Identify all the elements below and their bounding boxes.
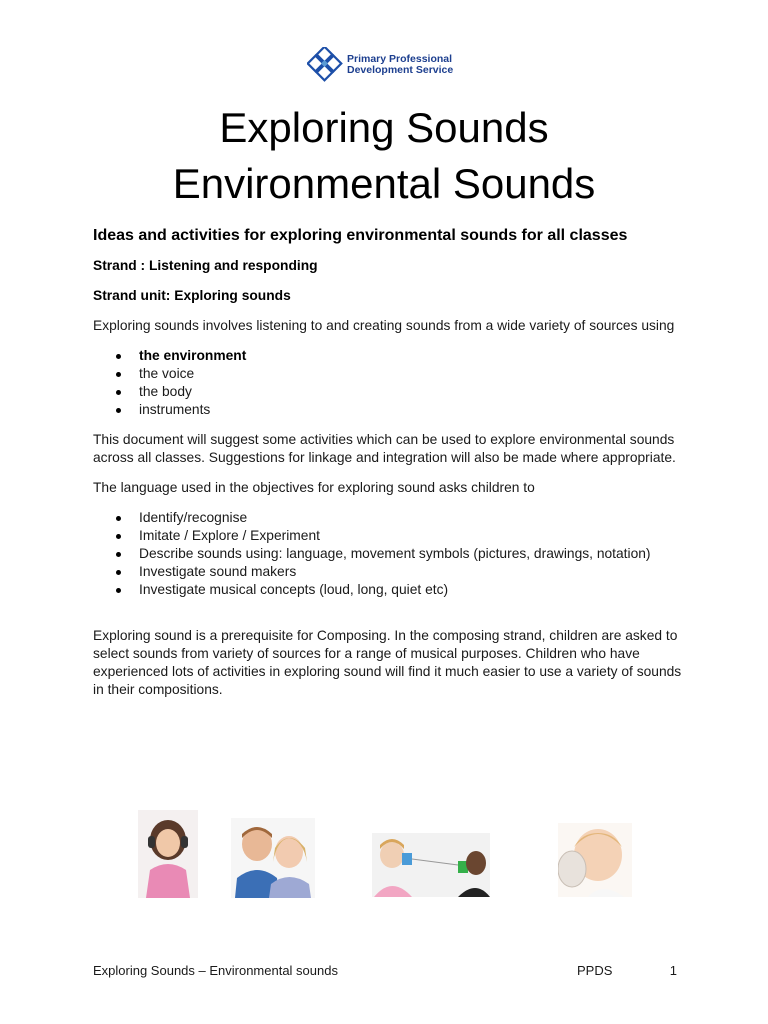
child-seashell-photo	[558, 823, 632, 897]
list-item: the environment	[139, 347, 683, 365]
list-item: instruments	[139, 401, 683, 419]
girl-headphones-photo	[138, 810, 198, 898]
title-line-1: Exploring Sounds	[219, 104, 549, 151]
ppds-logo-icon	[307, 47, 343, 83]
strand-unit-heading: Strand unit: Exploring sounds	[93, 288, 291, 303]
list-item: Investigate sound makers	[139, 563, 683, 581]
page-number: 1	[669, 963, 677, 978]
tin-can-phone-photo	[372, 833, 490, 897]
page-footer	[93, 963, 677, 981]
document-subtitle: Ideas and activities for exploring environmental sounds for all classes	[93, 227, 628, 244]
logo-line-2: Development Service	[347, 64, 454, 76]
paragraph-composing: Exploring sound is a prerequisite for Composing. In the composing strand, children are asked to select sounds from variety of sources for a range of musical purposes. Children who have experienced lots of activities in exploring sound will find it much easier to use a variety of sounds in their compositions.	[93, 628, 682, 697]
footer-title: Exploring Sounds – Environmental sounds	[93, 963, 338, 978]
list-item: Describe sounds using: language, movement symbols (pictures, drawings, notation)	[139, 545, 683, 563]
list-item: Imitate / Explore / Experiment	[139, 527, 683, 545]
children-whispering-photo	[231, 818, 315, 898]
objectives-list	[93, 509, 683, 599]
sources-list	[93, 347, 683, 419]
title-line-2: Environmental Sounds	[172, 160, 596, 207]
list-item: the voice	[139, 365, 683, 383]
paragraph-activities: This document will suggest some activities which can be used to explore environmental sounds across all classes. Suggestions for linkage and integration will also be made where appropriate.	[93, 432, 676, 465]
intro-paragraph: Exploring sounds involves listening to and creating sounds from a wide variety of sources using	[93, 318, 675, 333]
list-item: Identify/recognise	[139, 509, 683, 527]
document-body	[93, 224, 683, 711]
footer-org: PPDS	[577, 963, 613, 978]
strand-heading: Strand : Listening and responding	[93, 258, 318, 273]
list-item: Investigate musical concepts (loud, long, quiet etc)	[139, 581, 683, 599]
paragraph-language: The language used in the objectives for exploring sound asks children to	[93, 480, 535, 495]
list-item: the body	[139, 383, 683, 401]
ppds-logo	[307, 44, 465, 86]
logo-line-1: Primary Professional	[347, 53, 453, 65]
